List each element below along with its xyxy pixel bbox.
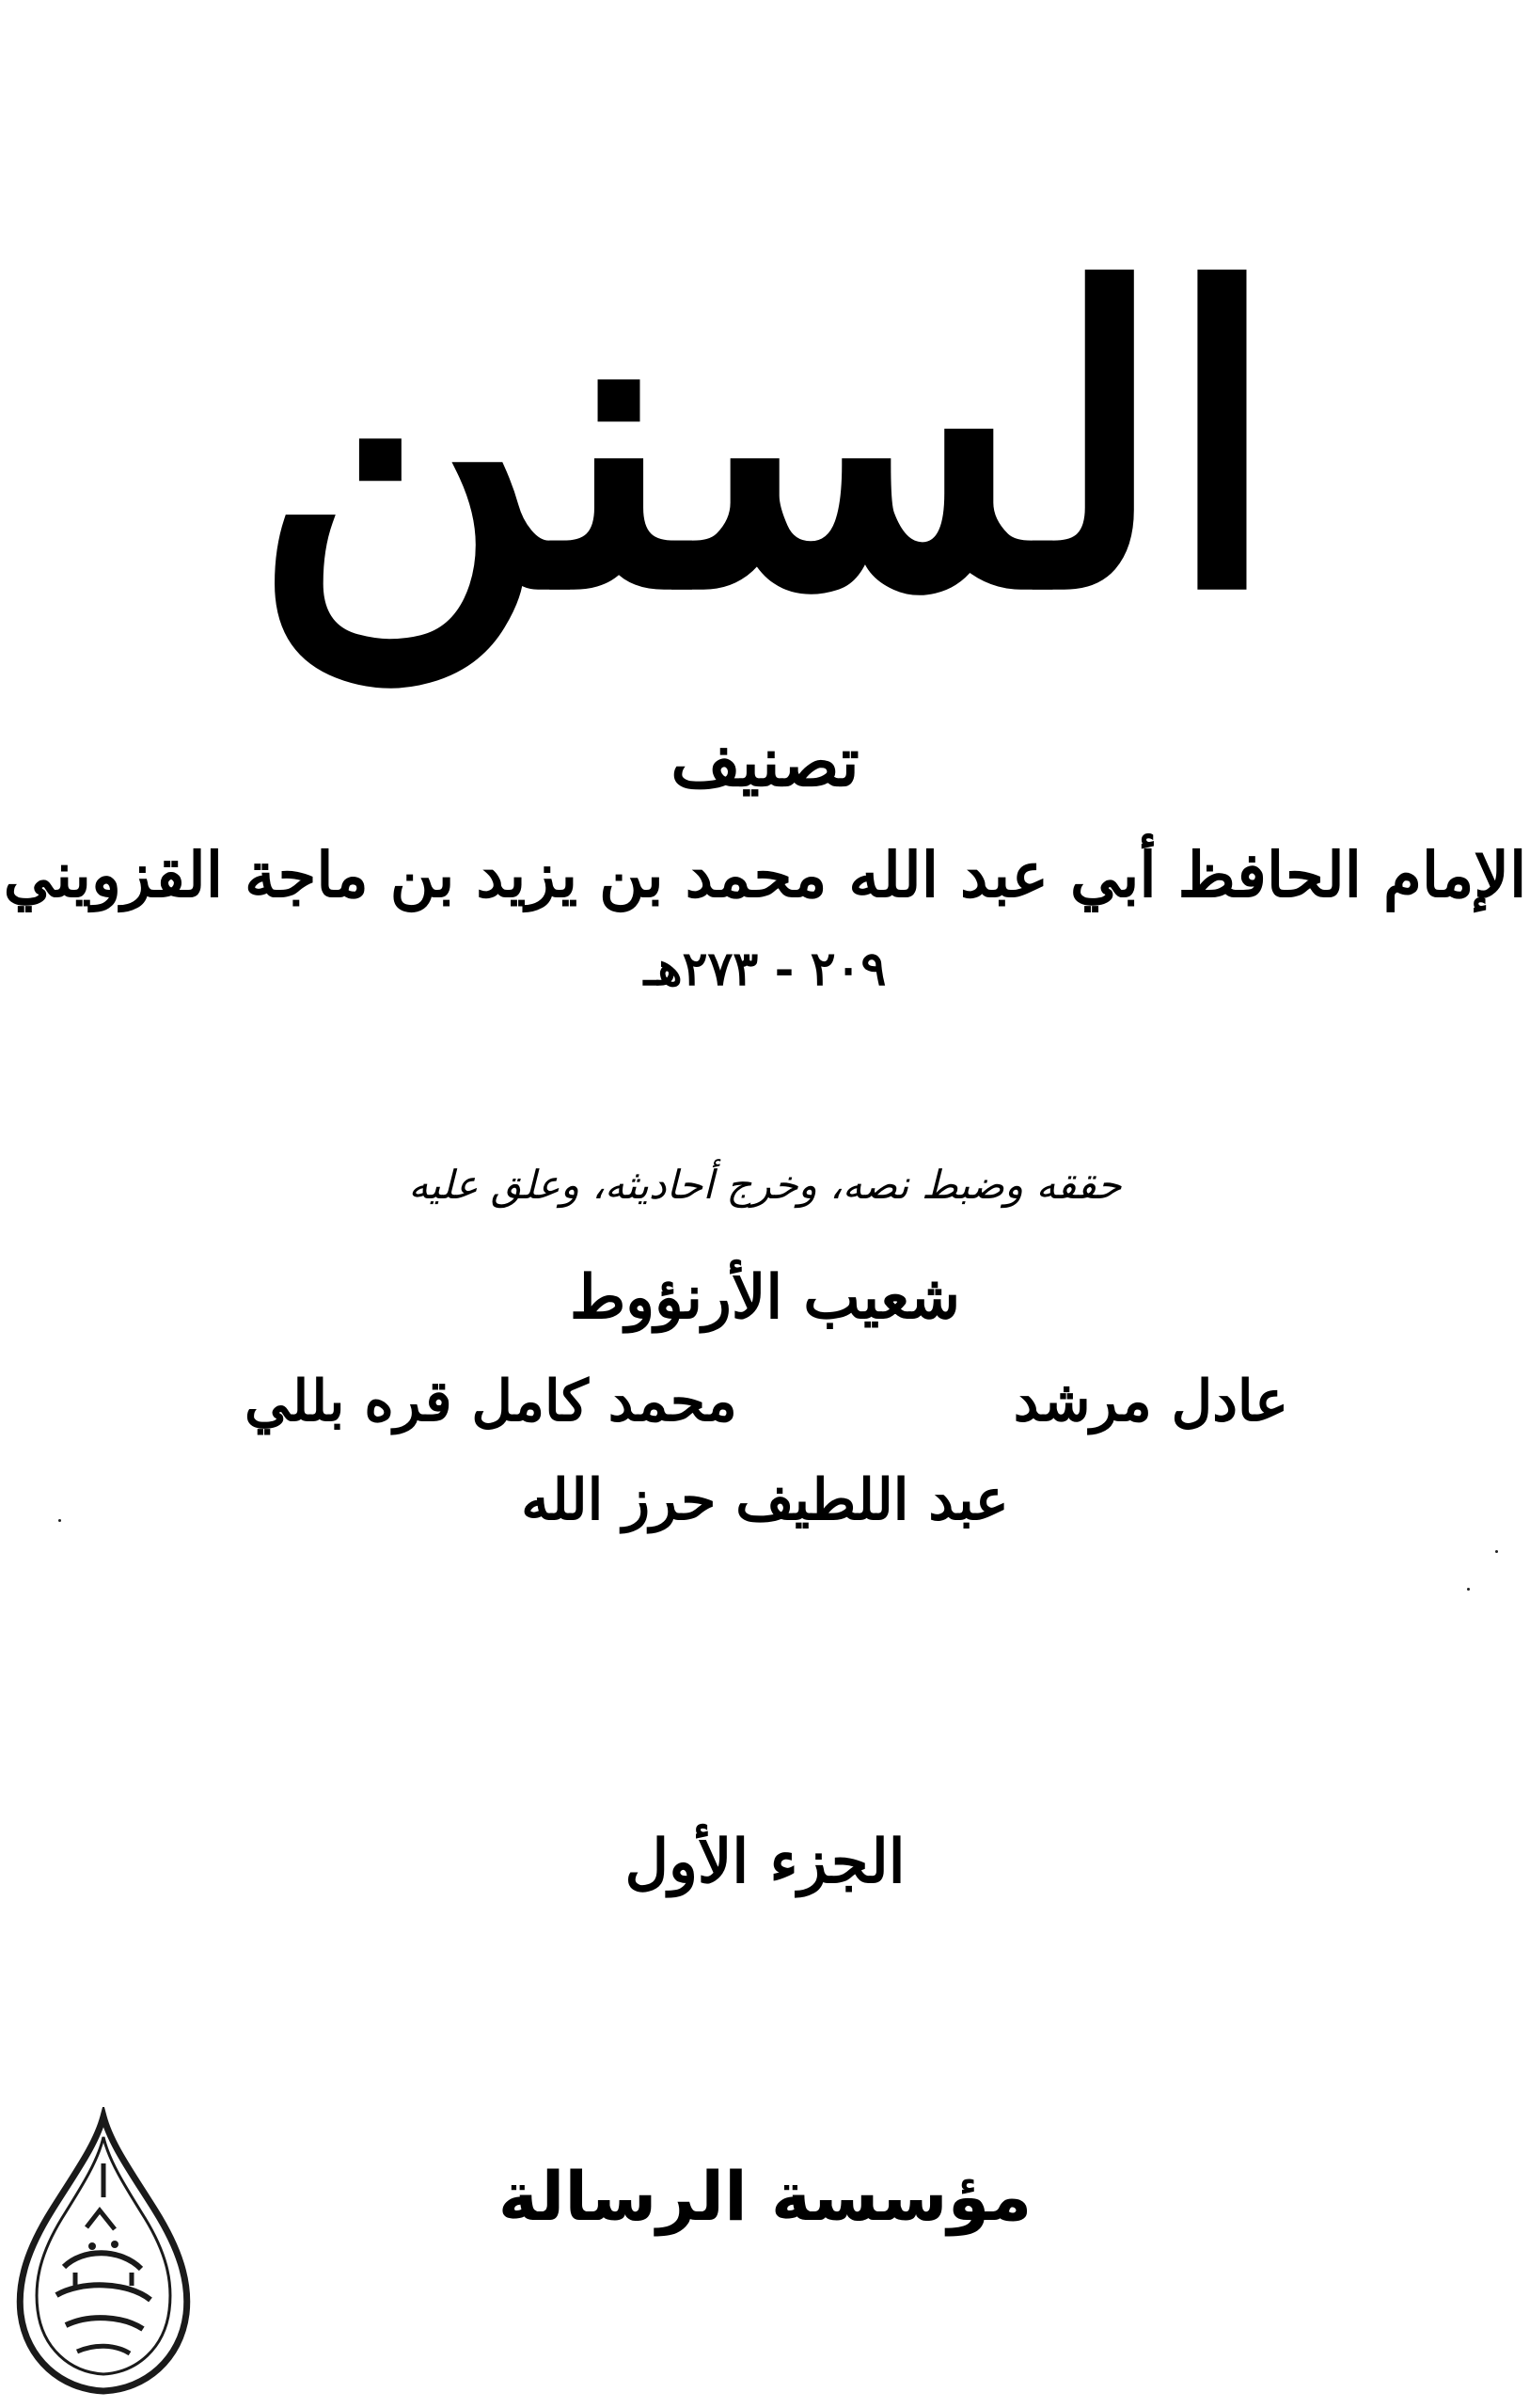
authored-by-label: تصنيف: [670, 721, 860, 801]
publisher-name: مؤسسة الرسالة: [497, 2157, 1033, 2236]
paper-speck: [1495, 1550, 1498, 1553]
author-name: الإمام الحافظ أبي عبد الله محمد بن يزيد بن ماجة القزويني: [3, 838, 1527, 911]
author-years: ٢٠٩ - ٢٧٣هـ: [643, 941, 887, 996]
paper-speck: [1467, 1588, 1470, 1591]
editor-main: شعيب الأرنؤوط: [569, 1262, 961, 1333]
book-title: السنن: [251, 204, 1279, 679]
editor-last: عبد اللطيف حرز الله: [521, 1467, 1009, 1533]
editor-left: محمد كامل قره بللي: [244, 1369, 737, 1434]
editors-pair: [244, 1354, 1288, 1449]
editor-right: عادل مرشد: [1013, 1369, 1288, 1434]
volume-label: الجزء الأول: [624, 1827, 906, 1897]
paper-speck: [58, 1519, 61, 1522]
editors-intro: حققه وضبط نصه، وخرج أحاديثه، وعلق عليه: [408, 1162, 1122, 1208]
library-seal-icon: [9, 2107, 197, 2399]
